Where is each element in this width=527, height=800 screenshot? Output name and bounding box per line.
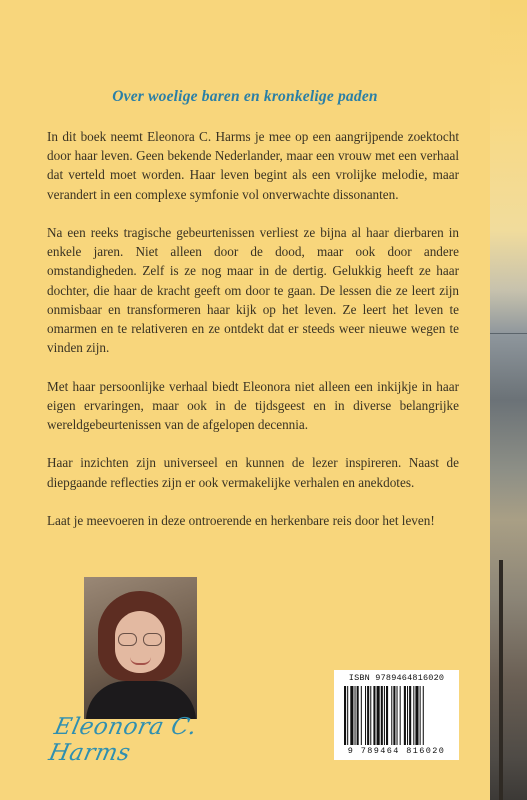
glasses-right-icon xyxy=(143,633,162,646)
seascape-photo-strip xyxy=(490,0,527,800)
author-signature: Eleonora C. Harms xyxy=(46,714,200,766)
mooring-pole xyxy=(499,560,503,800)
blurb-text xyxy=(47,127,459,549)
blurb-paragraph-2: Na een reeks tragische gebeurtenissen verliest ze bijna al haar dierbaren in enkele jaren. Niet alleen door de dood, maar ook door andere omstandigheden. Zelf is ze nog maar in de dertig. Gelukkig heeft ze haar dochter, die haar de kracht geeft om door te gaan. De lessen die ze leert zijn onmisbaar en transformeren haar kijk op het leven. Ze leert het leven te omarmen en te relativeren en ze ontdekt dat er steeds weer nieuwe wegen te vinden zijn. xyxy=(47,225,459,356)
horizon-line xyxy=(490,333,527,334)
blurb-paragraph-4: Haar inzichten zijn universeel en kunnen de lezer inspireren. Naast de diepgaande reflecties zijn er ook vermakelijke verhalen en anekdotes. xyxy=(47,455,459,490)
isbn-barcode xyxy=(334,670,459,760)
blurb-paragraph-5: Laat je meevoeren in deze ontroerende en herkenbare reis door het leven! xyxy=(47,513,435,528)
isbn-digits: 9 789464 816020 xyxy=(347,746,446,756)
cover-subtitle: Over woelige baren en kronkelige paden xyxy=(112,88,378,105)
author-photo xyxy=(84,577,197,719)
isbn-label: ISBN 9789464816020 xyxy=(348,673,445,683)
barcode-bars xyxy=(344,686,450,745)
blurb-paragraph-1: In dit boek neemt Eleonora C. Harms je mee op een aangrijpende zoektocht door haar leven. Geen bekende Nederlander, maar een vrouw met een verhaal dat verteld moet worden. Haar leven begint als een vrolijke melodie, maar verandert in een complexe symfonie vol onverwachte dissonanten. xyxy=(47,129,459,202)
glasses-left-icon xyxy=(118,633,137,646)
blurb-paragraph-3: Met haar persoonlijke verhaal biedt Eleonora niet alleen een inkijkje in haar eigen ervaringen, maar ook in de tijdsgeest en in diverse belangrijke wereldgebeurtenissen van de afgelopen decennia. xyxy=(47,378,459,433)
